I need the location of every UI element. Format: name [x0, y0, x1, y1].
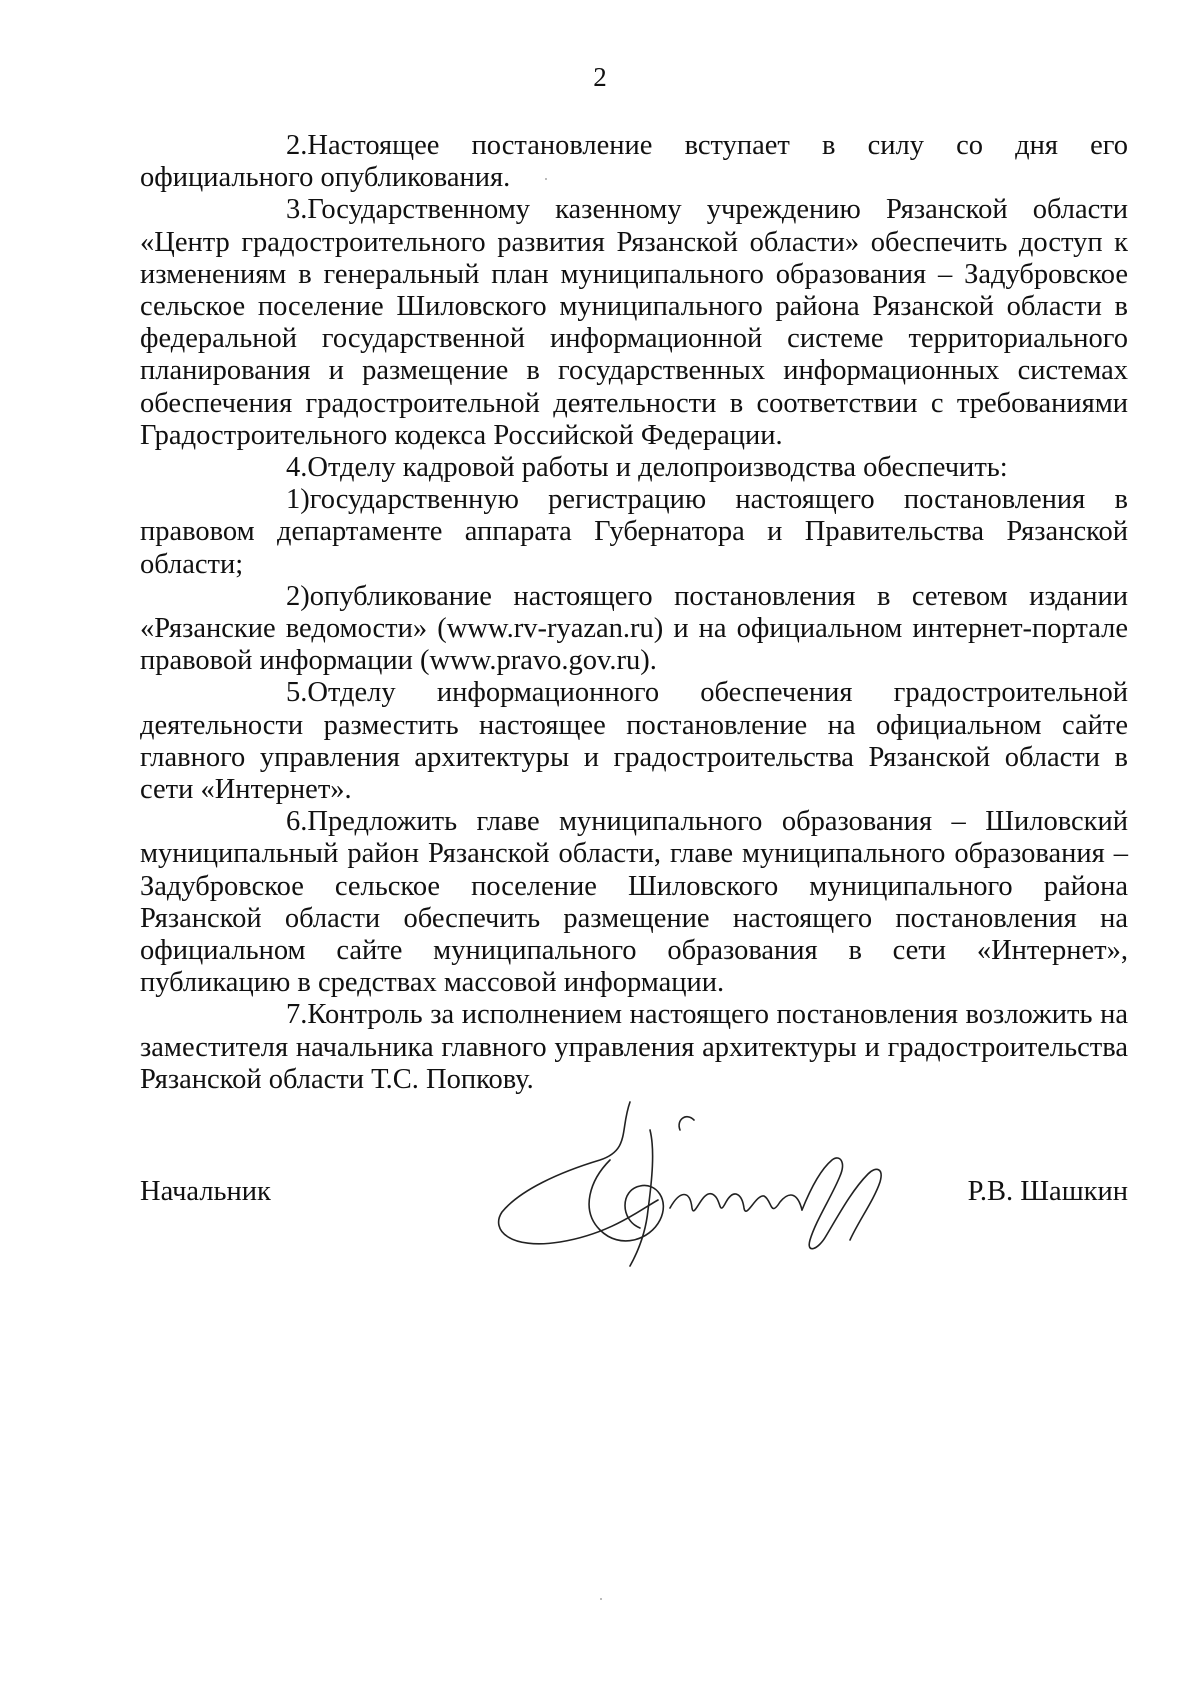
signatory-name: Р.В. Шашкин [967, 1176, 1128, 1207]
paragraph-number: 1) [286, 484, 310, 516]
paragraph-text: Государственному казенному учреждению Рязанской области «Центр градостроительного развития Рязанской области» обеспечить доступ к изменениям в генеральный план муниципального образования – Задубровское сельское поселение Шиловского муниципального района Рязанской области в федеральной государственной информационной системе территориального планирования и размещение в государственных информационных системах обеспечения градостроительной деятельности в соответствии с требованиями Градостроительного кодекса Российской Федерации. [140, 194, 1128, 451]
paragraph-number: 6. [286, 806, 308, 838]
paragraph-text: опубликование настоящего постановления в сетевом издании «Рязанские ведомости» (www.rv-ryazan.ru) и на официальном интернет-портале правовой информации (www.pravo.gov.ru). [140, 580, 1128, 677]
paragraph-number: 2) [286, 580, 310, 612]
paragraph-number: 4. [286, 452, 308, 484]
document-body [140, 130, 1128, 1096]
paragraph-4 [140, 452, 1128, 484]
paragraph-text: Отделу кадровой работы и делопроизводства обеспечить: [307, 452, 1008, 484]
paragraph-3 [140, 194, 1128, 452]
subparagraph-4-2 [140, 581, 1128, 678]
page-number: 2 [593, 62, 607, 92]
signatory-title: Начальник [140, 1176, 271, 1207]
paragraph-6 [140, 806, 1128, 999]
paragraph-2 [140, 130, 1128, 194]
subparagraph-4-1 [140, 484, 1128, 581]
paragraph-number: 5. [286, 677, 308, 709]
paragraph-text: Контроль за исполнением настоящего постановления возложить на заместителя начальника главного управления архитектуры и градостроительства Рязанской области Т.С. Попкову. [140, 999, 1128, 1095]
paragraph-text: государственную регистрацию настоящего постановления в правовом департаменте аппарата Губернатора и Правительства Рязанской области; [140, 484, 1128, 580]
paragraph-text: Отделу информационного обеспечения градостроительной деятельности разместить настоящее постановление на официальном сайте главного управления архитектуры и градостроительства Рязанской области в сети «Интернет». [140, 677, 1128, 806]
paragraph-5 [140, 677, 1128, 806]
paragraph-number: 2. [286, 130, 308, 161]
scan-artifact [600, 1598, 602, 1600]
paragraph-number: 3. [286, 194, 308, 226]
signature-block [140, 1176, 1128, 1216]
paragraph-text: Предложить главе муниципального образования – Шиловский муниципальный район Рязанской области, главе муниципального образования – Задубровское сельское поселение Шиловского муниципального района Рязанской области обеспечить размещение настоящего постановления на официальном сайте муниципального образования в сети «Интернет», публикацию в средствах массовой информации. [140, 806, 1128, 999]
paragraph-text: Настоящее постановление вступает в силу со дня его официального опубликования. [140, 130, 1128, 194]
paragraph-7 [140, 999, 1128, 1096]
paragraph-number: 7. [286, 999, 308, 1031]
scan-artifact [545, 178, 547, 180]
